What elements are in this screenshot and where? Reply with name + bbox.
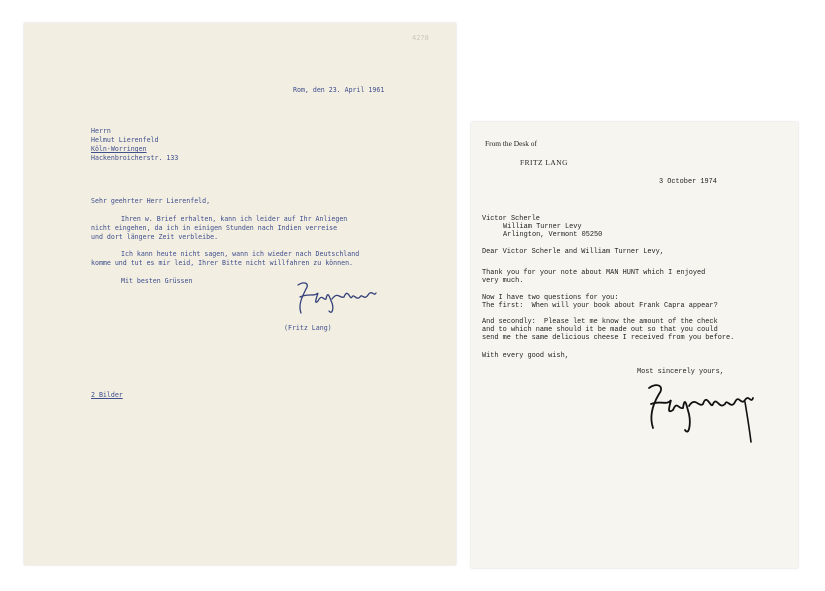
date: 3 October 1974 bbox=[659, 178, 717, 186]
address-line: Herrn bbox=[91, 127, 111, 135]
salutation: Sehr geehrter Herr Lierenfeld, bbox=[91, 197, 211, 205]
address-line: Victor Scherle bbox=[482, 215, 540, 223]
address-line: Hackenbroicherstr. 133 bbox=[91, 154, 179, 162]
letterhead-name: FRITZ LANG bbox=[520, 158, 568, 167]
closing: Mit besten Grüssen bbox=[121, 277, 193, 285]
paragraph-line: send me the same delicious cheese I received from you before. bbox=[482, 334, 735, 342]
paragraph-line: komme und tut es mir leid, Ihrer Bitte nicht willfahren zu können. bbox=[91, 259, 354, 267]
letterhead-from: From the Desk of bbox=[485, 139, 537, 148]
address-line: Helmut Lierenfeld bbox=[91, 136, 159, 144]
signature-image bbox=[292, 279, 382, 319]
place-date: Rom, den 23. April 1961 bbox=[293, 86, 385, 94]
salutation: Dear Victor Scherle and William Turner Levy, bbox=[482, 248, 664, 256]
address-line: William Turner Levy bbox=[503, 223, 582, 231]
signature-image bbox=[641, 380, 771, 446]
address-line: Arlington, Vermont 05250 bbox=[503, 231, 603, 239]
paragraph-line: Ich kann heute nicht sagen, wann ich wieder nach Deutschland bbox=[121, 250, 360, 258]
letter-english-1974 bbox=[471, 122, 798, 568]
wish: With every good wish, bbox=[482, 352, 569, 360]
paragraph-line: Thank you for your note about MAN HUNT which I enjoyed bbox=[482, 269, 706, 277]
paragraph-line: and to which name should it be made out so that you could bbox=[482, 326, 718, 334]
typed-name: (Fritz Lang) bbox=[284, 324, 332, 332]
paragraph-line: very much. bbox=[482, 277, 524, 285]
paragraph-line: Ihren w. Brief erhalten, kann ich leider auf Ihr Anliegen bbox=[121, 215, 348, 223]
paragraph-line: And secondly: Please let me know the amount of the check bbox=[482, 318, 718, 326]
address-line: Köln-Worringen bbox=[91, 145, 147, 153]
paragraph-line: und dort längere Zeit verbleibe. bbox=[91, 233, 219, 241]
pencil-note: 4278 bbox=[412, 34, 429, 42]
closing: Most sincerely yours, bbox=[637, 368, 724, 376]
letter-german-1961 bbox=[24, 23, 456, 565]
enclosure: 2 Bilder bbox=[91, 391, 123, 399]
paragraph-line: Now I have two questions for you: bbox=[482, 294, 619, 302]
paragraph-line: The first: When will your book about Frank Capra appear? bbox=[482, 302, 718, 310]
paragraph-line: nicht eingehen, da ich in einigen Stunden nach Indien verreise bbox=[91, 224, 338, 232]
